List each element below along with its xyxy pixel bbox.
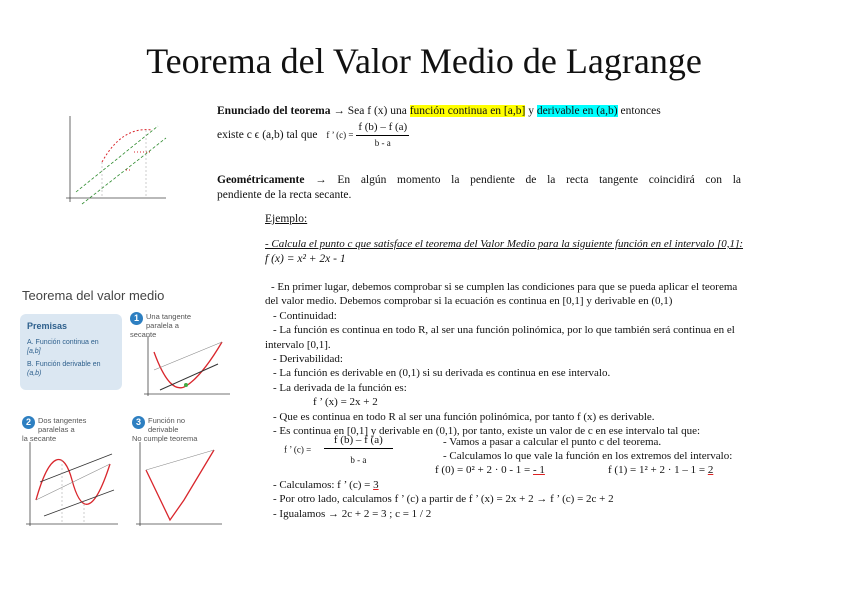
ejemplo-function: f (x) = x² + 2x - 1 xyxy=(265,253,346,265)
highlight-continua: función continua en [a,b] xyxy=(409,105,526,117)
formula-lhs: f ’ (c) = xyxy=(326,130,354,140)
case-1-label: 1 Una tangente paralela a secante xyxy=(130,312,192,339)
arrow-icon: → xyxy=(333,105,345,117)
ejemplo-body: - En primer lugar, debemos comprobar si se cumplen las condiciones para que se pueda aplicar el teorema del valor medio. Debemos comprobar si la ecuación es continua en [0,1] y derivable en (0,1) - Continuidad: - La función es continua en todo R, al ser una función polinómica, por lo que también será continua en el intervalo [0,1]. - Derivabilidad: - La función es derivable en (0,1) si su derivada es continua en ese intervalo. - La derivada de la función es: f ’ (x) = 2x + 2 - Que es continua en todo R al ser una función polinómica, por tanto f (x) es derivable. - Es continua en [0,1] y derivable en (0,1), por tanto, existe un valor de c en ese intervalo tal que: xyxy=(265,281,738,438)
mean-value-sketch xyxy=(62,112,170,206)
side-note-2: - Calculamos lo que vale la función en los extremos del intervalo: xyxy=(443,450,733,462)
case-2-label: 2 Dos tangentes paralelas a la secante xyxy=(22,416,87,443)
f1-eval: f (1) = 1² + 2 · 1 – 1 = 2 xyxy=(608,464,714,476)
geometricamente-block: Geométricamente → En algún momento la pendiente de la recta tangente coincidirá con la pendiente de la recta secante. xyxy=(217,174,741,201)
geometricamente-heading: Geométricamente xyxy=(217,174,305,186)
page-title: Teorema del Valor Medio de Lagrange xyxy=(146,41,702,81)
ejemplo-tail: - Calculamos: f ’ (c) = 3 - Por otro lado, calculamos f ’ (c) a partir de f ’ (x) = 2x + 2 → f ’ (c) = 2c + 2 - Igualamos → 2c + 2 = 3 ; c = 1 / 2 xyxy=(273,479,614,520)
case-2-graph xyxy=(20,440,120,532)
case-3-label: 3 Función no derivable No cumple teorema xyxy=(132,416,198,443)
arrow-icon: → xyxy=(315,174,327,186)
case-3-number: 3 xyxy=(132,416,145,429)
f0-eval: f (0) = 0² + 2 · 0 - 1 = - 1 xyxy=(435,464,545,476)
case-2-number: 2 xyxy=(22,416,35,429)
panel-title: Teorema del valor medio xyxy=(22,288,165,303)
example-formula: f ’ (c) = $\frac{f (b) - f (a)}{b - a}$ xyxy=(284,434,393,465)
enunciado-heading: Enunciado del teorema xyxy=(217,105,331,117)
highlight-derivable: derivable en (a,b) xyxy=(536,105,618,117)
side-note-1: - Vamos a pasar a calcular el punto c del teorema. xyxy=(443,436,662,448)
case-1-number: 1 xyxy=(130,312,143,325)
ejemplo-statement: - Calcula el punto c que satisface el teorema del Valor Medio para la siguiente función en el intervalo [0,1]: f (x) = x² + 2x - 1 xyxy=(265,237,805,267)
formula-fraction: $\frac{f (b) - f (a)}{b - a}$ xyxy=(358,121,408,148)
ejemplo-heading: Ejemplo: xyxy=(265,213,308,225)
case-3-graph xyxy=(132,440,224,532)
case-1-graph xyxy=(140,334,232,400)
enunciado-block: Enunciado del teorema → Sea f (x) una función continua en [a,b] y derivable en (a,b) entonces existe c ϵ (a,b) tal que f ’ (c) = $\frac{f (b) - f (a)}{b - a}$ xyxy=(217,104,741,151)
premisas-box: Premisas A. Función continua en [a,b] B. Función derivable en (a,b) xyxy=(20,314,122,390)
